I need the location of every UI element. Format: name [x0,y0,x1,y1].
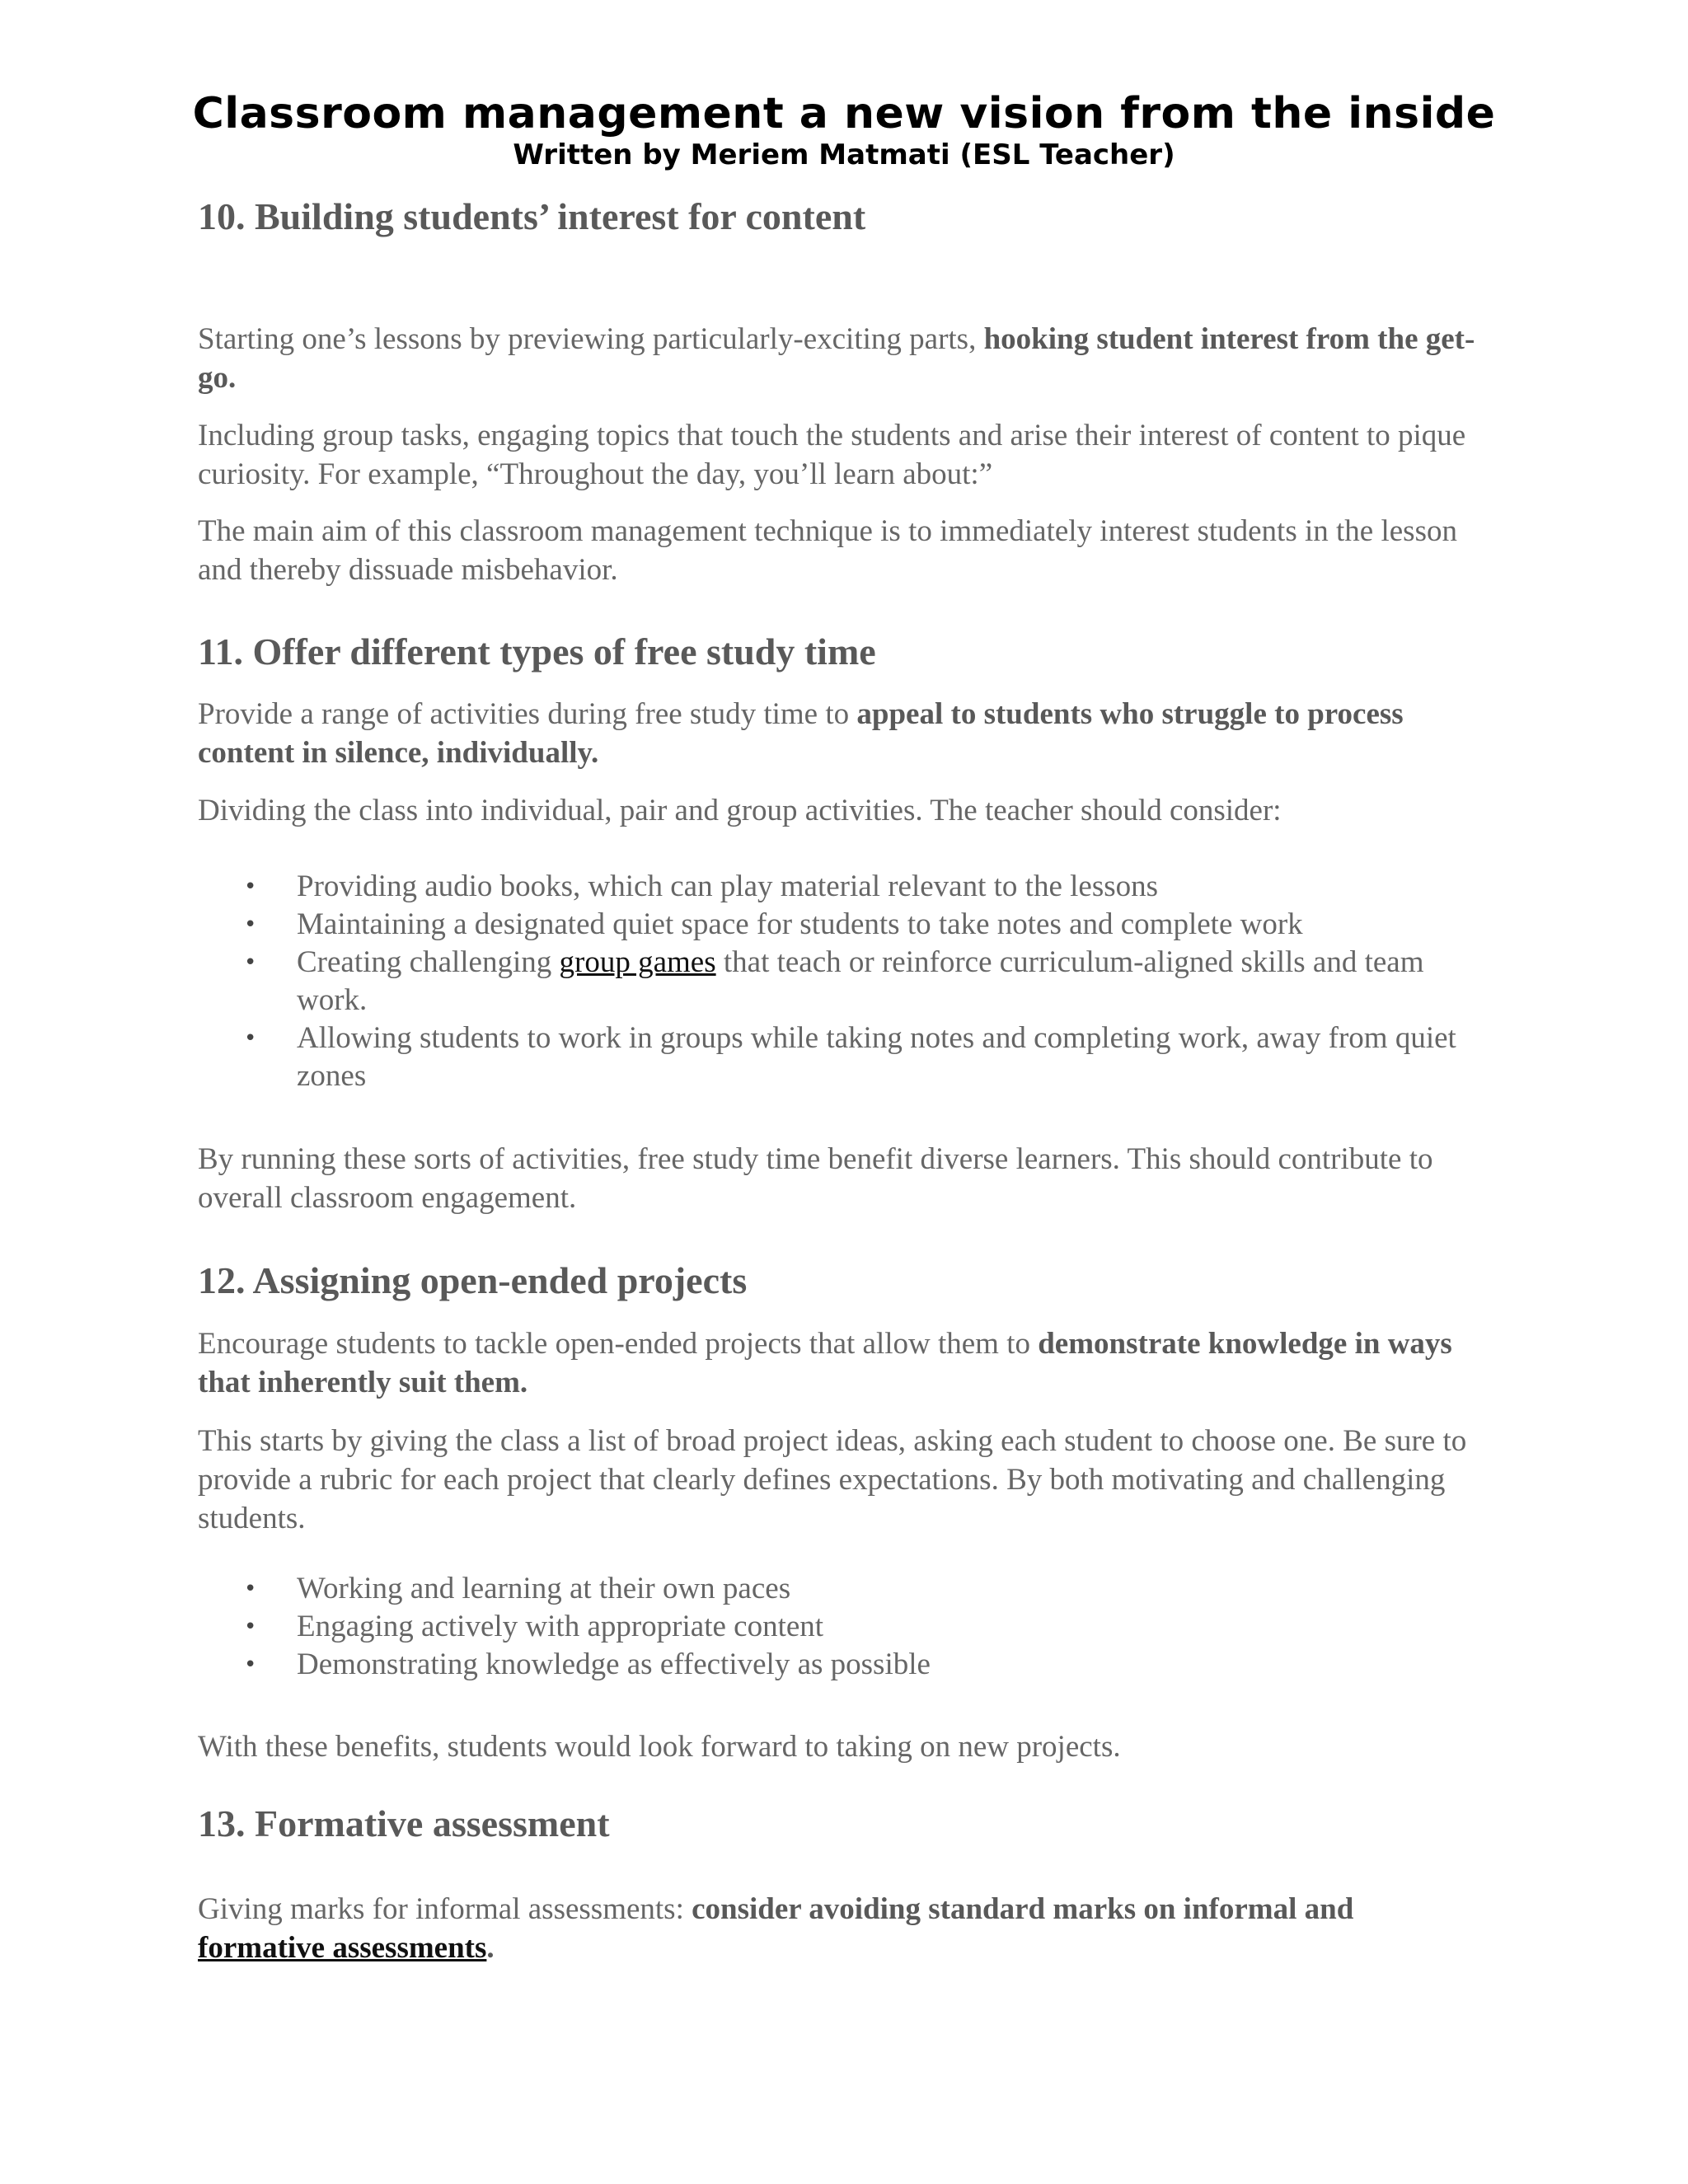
section-11-bullet-list [198,868,1484,1095]
author-line: Written by Meriem Matmati (ESL Teacher) [513,138,1175,171]
bullet-icon: • [244,1652,257,1677]
bullet-icon: • [244,874,257,899]
section-10-paragraph-1 [198,320,1484,397]
section-13-heading: 13. Formative assessment [198,1802,610,1844]
section-12-bullet-list [198,1570,1484,1684]
page-title: Classroom management a new vision from the inside [192,89,1496,138]
section-11-paragraph-2: Dividing the class into individual, pair and group activities. The teacher should consider: [198,794,1282,827]
bullet-icon: • [244,912,257,937]
list-item: • Allowing students to work in groups while taking notes and completing work, away from quiet zones [244,1021,1456,1093]
list-item: • Demonstrating knowledge as effectively as possible [198,1646,1484,1684]
section-13-p1-text: Giving marks for informal assessments: [198,1892,692,1926]
section-10-p1-text: Starting one’s lessons by previewing particularly-exciting parts, [198,322,984,356]
section-11-p1-text: Provide a range of activities during free study time to [198,697,857,731]
section-12-paragraph-3: With these benefits, students would look forward to taking on new projects. [198,1730,1121,1764]
list-item: • Engaging actively with appropriate content [198,1608,1484,1646]
section-12-p1-emphasis: demonstrate knowledge in ways that inherently suit them. [198,1327,1452,1399]
list-item: • Maintaining a designated quiet space for students to take notes and complete work [198,906,1484,944]
section-10-heading: 10. Building students’ interest for content [198,195,866,237]
formative-assessments-link[interactable]: formative assessments [198,1931,487,1965]
section-11-paragraph-1 [198,695,1484,772]
section-12-paragraph-2: This starts by giving the class a list of broad project ideas, asking each student to choose one. Be sure to provide a rubric for each project that clearly defines expectations. By both motivating and challenging students. [198,1424,1467,1535]
list-item: • Providing audio books, which can play material relevant to the lessons [198,868,1484,906]
section-10-p1-emphasis: hooking student interest from the get-go. [198,322,1475,395]
section-12-paragraph-1 [198,1324,1484,1402]
section-13-p1-emphasis: consider avoiding standard marks on informal and [692,1892,1354,1926]
section-10-paragraph-3: The main aim of this classroom management technique is to immediately interest students in the lesson and thereby dissuade misbehavior. [198,514,1457,587]
list-item: • Creating challenging group games that teach or reinforce curriculum-aligned skills and team work. [244,945,1424,1017]
bullet-icon: • [244,1615,257,1639]
section-10-paragraph-2: Including group tasks, engaging topics that touch the students and arise their interest of content to pique curiosity. For example, “Throughout the day, you’ll learn about:” [198,419,1466,491]
bullet-icon: • [244,950,257,975]
bullet-icon: • [244,1026,257,1051]
list-item: • Working and learning at their own paces [198,1570,1484,1608]
section-12-p1-text: Encourage students to tackle open-ended projects that allow them to [198,1327,1039,1361]
section-11-p1-emphasis: appeal to students who struggle to process content in silence, individually. [198,697,1404,770]
group-games-link[interactable]: group games [559,945,716,979]
bullet-icon: • [244,1577,257,1601]
section-13-paragraph-1: Giving marks for informal assessments: consider avoiding standard marks on informal and formative assessments. [198,1892,1354,1965]
section-12-heading: 12. Assigning open-ended projects [198,1259,748,1301]
section-11-paragraph-3: By running these sorts of activities, free study time benefit diverse learners. This should contribute to overall classroom engagement. [198,1142,1433,1215]
section-11-heading: 11. Offer different types of free study time [198,630,876,673]
